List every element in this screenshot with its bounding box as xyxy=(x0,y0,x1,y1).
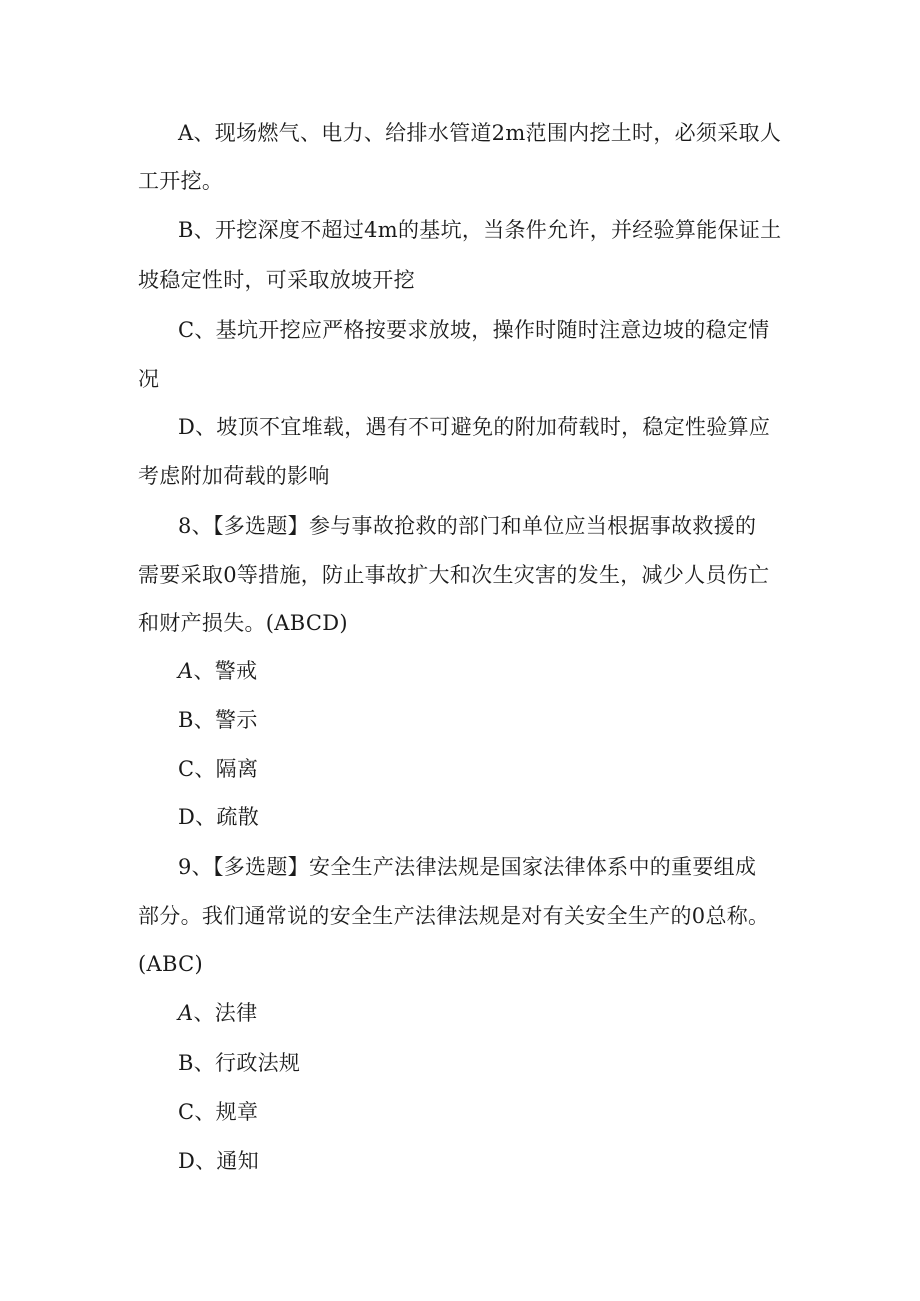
q9-option-d: D、通知 xyxy=(178,1149,260,1173)
q9-option-c: C、规章 xyxy=(178,1100,259,1124)
q8-option-a-letter: A xyxy=(178,659,194,683)
q8-option-d: D、疏散 xyxy=(178,805,260,829)
q9-option-a xyxy=(178,998,838,1028)
q7-option-c-line2: 况 xyxy=(138,367,160,391)
q8-stem-line3: 和财产损失。(ABCD) xyxy=(138,611,348,635)
q8-option-a xyxy=(178,656,838,686)
q8-stem-line1: 8、【多选题】参与事故抢救的部门和单位应当根据事故救援的 xyxy=(178,514,757,538)
q7-option-d-line1: D、坡顶不宜堆载，遇有不可避免的附加荷载时，稳定性验算应 xyxy=(178,415,771,439)
q8-option-c: C、隔离 xyxy=(178,757,259,781)
q7-option-c-line1: C、基坑开挖应严格按要求放坡，操作时随时注意边坡的稳定情 xyxy=(178,318,770,342)
q7-option-b-line2: 坡稳定性时，可采取放坡开挖 xyxy=(138,268,415,292)
q9-stem-line1: 9、【多选题】安全生产法律法规是国家法律体系中的重要组成 xyxy=(178,855,757,879)
q9-option-a-text: 、法律 xyxy=(193,1001,258,1025)
q7-option-d-line2: 考虑附加荷载的影响 xyxy=(138,464,330,488)
q9-option-a-letter: A xyxy=(178,1001,194,1025)
q9-stem-line3: (ABC) xyxy=(138,952,203,976)
q7-option-a-line2: 工开挖。 xyxy=(138,169,224,193)
q8-option-b: B、警示 xyxy=(178,708,258,732)
q9-option-b: B、行政法规 xyxy=(178,1051,301,1075)
q8-option-a-text: 、警戒 xyxy=(193,659,258,683)
q9-stem-line2: 部分。我们通常说的安全生产法律法规是对有关安全生产的0总称。 xyxy=(138,904,770,928)
q7-option-b-line1: B、开挖深度不超过4m的基坑，当条件允许，并经验算能保证土 xyxy=(178,218,782,242)
q7-option-a-line1: A、现场燃气、电力、给排水管道2m范围内挖土时，必须采取人 xyxy=(178,121,782,145)
q8-stem-line2: 需要采取0等措施，防止事故扩大和次生灾害的发生，减少人员伤亡 xyxy=(138,563,770,587)
